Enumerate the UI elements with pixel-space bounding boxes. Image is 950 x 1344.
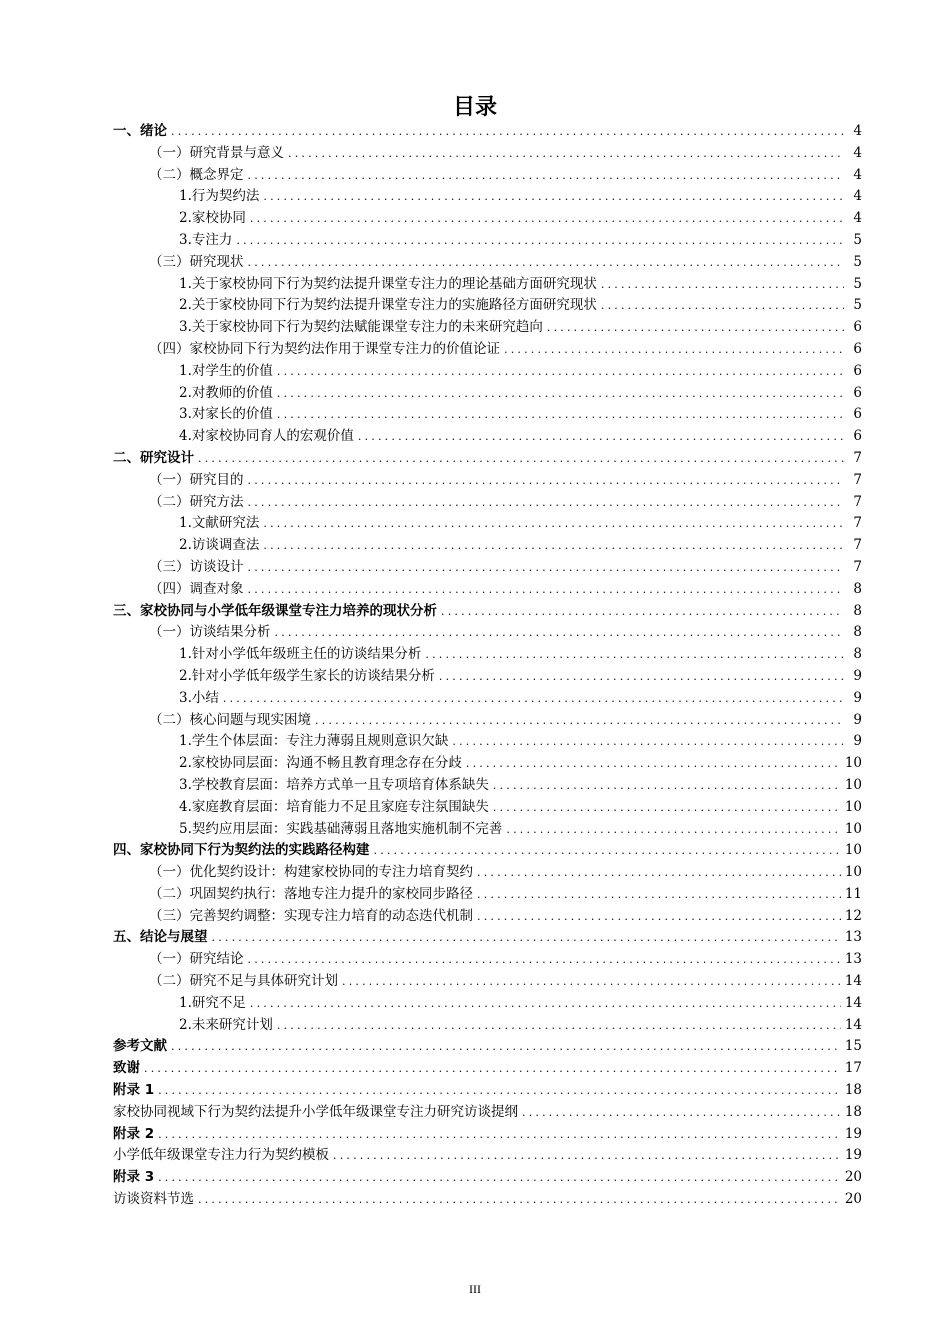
toc-entry-title: 1.研究不足 — [179, 994, 246, 1011]
toc-dot-leader — [277, 1015, 841, 1037]
toc-entry[interactable] — [113, 535, 862, 557]
toc-entry-title: （四）调查对象 — [149, 580, 244, 597]
toc-entry-page: 8 — [853, 624, 862, 641]
toc-dot-leader — [158, 1167, 841, 1189]
toc-entry-title: 3.关于家校协同下行为契约法赋能课堂专注力的未来研究趋向 — [179, 319, 543, 336]
toc-entry-title: 4.对家校协同育人的宏观价值 — [179, 428, 354, 445]
toc-entry-title: 附录 3 — [113, 1169, 155, 1186]
toc-entry-page: 19 — [844, 1125, 862, 1142]
toc-dot-leader — [171, 1036, 841, 1058]
toc-entry[interactable] — [113, 470, 862, 492]
toc-entry[interactable] — [113, 252, 862, 274]
toc-entry-page: 5 — [853, 297, 862, 314]
toc-entry[interactable] — [113, 165, 862, 187]
toc-entry-title: 2.针对小学低年级学生家长的访谈结果分析 — [179, 667, 435, 684]
toc-entry[interactable] — [113, 819, 862, 841]
toc-entry-page: 20 — [844, 1191, 862, 1208]
toc-dot-leader — [158, 1080, 841, 1102]
toc-entry-page: 7 — [853, 558, 862, 575]
toc-entry-page: 19 — [844, 1147, 862, 1164]
toc-dot-leader — [277, 404, 844, 426]
toc-entry-page: 10 — [844, 755, 862, 772]
toc-entry[interactable] — [113, 884, 862, 906]
toc-entry-page: 4 — [853, 123, 862, 139]
toc-entry-page: 18 — [844, 1103, 862, 1120]
toc-entry[interactable] — [113, 1124, 862, 1146]
toc-entry-page: 8 — [853, 602, 862, 619]
toc-entry[interactable] — [113, 906, 862, 928]
toc-dot-leader — [263, 513, 844, 535]
toc-entry[interactable] — [113, 993, 862, 1015]
toc-entry-page: 7 — [853, 493, 862, 510]
toc-entry[interactable] — [113, 317, 862, 339]
toc-entry[interactable] — [113, 1167, 862, 1189]
toc-entry-title: （一）研究背景与意义 — [149, 144, 284, 161]
toc-dot-leader — [493, 775, 841, 797]
toc-dot-leader — [248, 165, 845, 187]
toc-entry-title: （二）研究不足与具体研究计划 — [149, 973, 338, 990]
toc-dot-leader — [248, 579, 845, 601]
toc-entry-page: 14 — [844, 1016, 862, 1033]
toc-dot-leader — [248, 557, 845, 579]
toc-entry[interactable] — [113, 404, 862, 426]
toc-entry-title: 3.专注力 — [179, 231, 233, 248]
toc-dot-leader — [248, 492, 845, 514]
toc-entry-title: 1.文献研究法 — [179, 515, 260, 532]
toc-entry[interactable] — [113, 274, 862, 296]
toc-entry[interactable] — [113, 230, 862, 252]
toc-entry[interactable] — [113, 1145, 862, 1167]
toc-entry-title: （四）家校协同下行为契约法作用于课堂专注力的价值论证 — [149, 340, 500, 357]
toc-entry-title: （三）完善契约调整：实现专注力培育的动态迭代机制 — [149, 907, 473, 924]
toc-entry-title: 附录 1 — [113, 1082, 155, 1099]
toc-entry[interactable] — [113, 840, 862, 862]
toc-entry-title: 访谈资料节选 — [113, 1191, 194, 1208]
toc-entry-title: 1.关于家校协同下行为契约法提升课堂专注力的理论基础方面研究现状 — [179, 275, 597, 292]
toc-entry-title: 一、绪论 — [113, 123, 167, 139]
toc-entry[interactable] — [113, 1080, 862, 1102]
toc-dot-leader — [277, 361, 844, 383]
toc-dot-leader — [477, 862, 841, 884]
toc-entry[interactable] — [113, 622, 862, 644]
toc-dot-leader — [506, 819, 840, 841]
toc-entry-page: 13 — [844, 929, 862, 946]
toc-dot-leader — [198, 1189, 841, 1211]
toc-entry[interactable] — [113, 143, 862, 165]
toc-entry[interactable] — [113, 1189, 862, 1211]
toc-entry-title: 1.学生个体层面：专注力薄弱且规则意识欠缺 — [179, 733, 449, 750]
toc-entry-page: 6 — [853, 362, 862, 379]
toc-entry-title: 1.对学生的价值 — [179, 362, 273, 379]
toc-entry[interactable] — [113, 1058, 862, 1080]
toc-entry-title: 4.家庭教育层面：培育能力不足且家庭专注氛围缺失 — [179, 798, 489, 815]
toc-entry-title: （三）研究现状 — [149, 253, 244, 270]
toc-dot-leader — [425, 644, 844, 666]
toc-entry-page: 6 — [853, 428, 862, 445]
toc-entry-page: 10 — [844, 798, 862, 815]
toc-entry[interactable] — [113, 579, 862, 601]
toc-entry-page: 10 — [844, 842, 862, 859]
toc-entry-page: 10 — [844, 776, 862, 793]
toc-entry-title: 三、家校协同与小学低年级课堂专注力培养的现状分析 — [113, 602, 437, 619]
toc-entry-page: 5 — [853, 231, 862, 248]
toc-entry-page: 8 — [853, 646, 862, 663]
toc-entry-title: （二）核心问题与现实困境 — [149, 711, 311, 728]
toc-entry-page: 6 — [853, 340, 862, 357]
toc-dot-leader — [477, 884, 841, 906]
toc-entry-page: 5 — [853, 253, 862, 270]
toc-dot-leader — [466, 753, 841, 775]
toc-entry-page: 7 — [853, 537, 862, 554]
toc-entry-page: 7 — [853, 449, 862, 466]
toc-entry-title: 小学低年级课堂专注力行为契约模板 — [113, 1147, 329, 1164]
toc-entry[interactable] — [113, 448, 862, 470]
toc-dot-leader — [263, 186, 844, 208]
toc-entry-page: 12 — [844, 907, 862, 924]
toc-dot-leader — [263, 535, 844, 557]
toc-entry-page: 10 — [844, 820, 862, 837]
toc-entry-page: 17 — [844, 1060, 862, 1077]
toc-entry-page: 6 — [853, 406, 862, 423]
toc-entry-page: 4 — [853, 188, 862, 205]
toc-entry[interactable] — [113, 927, 862, 949]
toc-entry-page: 9 — [853, 733, 862, 750]
toc-dot-leader — [333, 1145, 841, 1167]
toc-dot-leader — [275, 622, 845, 644]
page-number-footer: III — [469, 1282, 481, 1296]
toc-dot-leader — [601, 295, 844, 317]
toc-entry-title: （二）概念界定 — [149, 166, 244, 183]
toc-entry-page: 9 — [853, 689, 862, 706]
toc-entry[interactable] — [113, 208, 862, 230]
toc-entry-title: 2.家校协同层面：沟通不畅且教育理念存在分歧 — [179, 755, 462, 772]
toc-dot-leader — [171, 121, 844, 143]
toc-dot-leader — [315, 710, 844, 732]
toc-dot-leader — [250, 208, 844, 230]
toc-dot-leader — [601, 274, 844, 296]
toc-entry[interactable] — [113, 1036, 862, 1058]
toc-entry[interactable] — [113, 513, 862, 535]
toc-entry-page: 4 — [853, 210, 862, 227]
toc-dot-leader — [144, 1058, 841, 1080]
toc-entry[interactable] — [113, 186, 862, 208]
toc-entry-page: 5 — [853, 275, 862, 292]
toc-entry-title: 家校协同视域下行为契约法提升小学低年级课堂专注力研究访谈提纲 — [113, 1103, 518, 1120]
table-of-contents — [113, 121, 862, 1211]
toc-entry[interactable] — [113, 557, 862, 579]
toc-entry-title: 2.对教师的价值 — [179, 384, 273, 401]
toc-entry-title: 5.契约应用层面：实践基础薄弱且落地实施机制不完善 — [179, 820, 503, 837]
toc-entry[interactable] — [113, 753, 862, 775]
toc-entry[interactable] — [113, 644, 862, 666]
toc-entry-title: 1.行为契约法 — [179, 188, 260, 205]
toc-dot-leader — [158, 1124, 841, 1146]
toc-entry[interactable] — [113, 862, 862, 884]
toc-dot-leader — [248, 470, 845, 492]
toc-entry-title: 致谢 — [113, 1060, 140, 1077]
toc-entry-title: 二、研究设计 — [113, 449, 194, 466]
toc-dot-leader — [212, 927, 841, 949]
toc-dot-leader — [493, 797, 841, 819]
toc-entry-title: 3.小结 — [179, 689, 219, 706]
toc-dot-leader — [452, 731, 844, 753]
toc-entry-page: 6 — [853, 319, 862, 336]
toc-entry[interactable] — [113, 601, 862, 623]
toc-entry-title: 2.访谈调查法 — [179, 537, 260, 554]
toc-entry-title: 2.关于家校协同下行为契约法提升课堂专注力的实施路径方面研究现状 — [179, 297, 597, 314]
toc-entry-page: 10 — [844, 864, 862, 881]
toc-entry[interactable] — [113, 383, 862, 405]
toc-entry-title: 附录 2 — [113, 1125, 155, 1142]
toc-entry-page: 4 — [853, 144, 862, 161]
toc-dot-leader — [441, 601, 844, 623]
toc-entry-page: 4 — [853, 166, 862, 183]
toc-dot-leader — [522, 1102, 841, 1124]
toc-entry-title: （一）研究目的 — [149, 471, 244, 488]
toc-entry-title: 1.针对小学低年级班主任的访谈结果分析 — [179, 646, 422, 663]
toc-entry-title: （二）研究方法 — [149, 493, 244, 510]
toc-entry-page: 9 — [853, 711, 862, 728]
toc-entry-title: 参考文献 — [113, 1038, 167, 1055]
toc-entry[interactable] — [113, 1015, 862, 1037]
toc-entry[interactable] — [113, 295, 862, 317]
toc-entry-page: 11 — [844, 885, 862, 902]
toc-dot-leader — [547, 317, 844, 339]
toc-entry[interactable] — [113, 426, 862, 448]
toc-dot-leader — [358, 426, 844, 448]
toc-dot-leader — [277, 383, 844, 405]
toc-entry-title: （二）巩固契约执行：落地专注力提升的家校同步路径 — [149, 885, 473, 902]
toc-entry-title: （一）优化契约设计：构建家校协同的专注力培育契约 — [149, 864, 473, 881]
toc-entry[interactable] — [113, 121, 862, 143]
toc-entry[interactable] — [113, 731, 862, 753]
toc-dot-leader — [250, 993, 841, 1015]
toc-entry[interactable] — [113, 1102, 862, 1124]
toc-entry-title: 3.学校教育层面：培养方式单一且专项培育体系缺失 — [179, 776, 489, 793]
toc-entry-page: 8 — [853, 580, 862, 597]
toc-dot-leader — [198, 448, 844, 470]
toc-entry-title: （一）研究结论 — [149, 951, 244, 968]
toc-entry-page: 15 — [844, 1038, 862, 1055]
toc-entry-page: 13 — [844, 951, 862, 968]
toc-entry-page: 20 — [844, 1169, 862, 1186]
toc-dot-leader — [477, 906, 841, 928]
page-title: 目录 — [452, 95, 497, 120]
toc-dot-leader — [504, 339, 844, 361]
toc-entry[interactable] — [113, 361, 862, 383]
toc-dot-leader — [439, 666, 844, 688]
toc-entry-page: 14 — [844, 994, 862, 1011]
toc-dot-leader — [248, 252, 845, 274]
toc-dot-leader — [342, 971, 841, 993]
toc-dot-leader — [374, 840, 841, 862]
toc-entry-page: 14 — [844, 973, 862, 990]
toc-dot-leader — [248, 949, 841, 971]
toc-entry-page: 7 — [853, 471, 862, 488]
toc-entry-title: 四、家校协同下行为契约法的实践路径构建 — [113, 842, 370, 859]
toc-entry[interactable] — [113, 710, 862, 732]
toc-entry[interactable] — [113, 971, 862, 993]
toc-entry[interactable] — [113, 666, 862, 688]
toc-entry[interactable] — [113, 797, 862, 819]
toc-entry[interactable] — [113, 775, 862, 797]
toc-entry[interactable] — [113, 492, 862, 514]
toc-dot-leader — [236, 230, 844, 252]
toc-entry[interactable] — [113, 688, 862, 710]
toc-entry-title: 3.对家长的价值 — [179, 406, 273, 423]
toc-dot-leader — [288, 143, 844, 165]
toc-entry-title: 五、结论与展望 — [113, 929, 208, 946]
toc-entry-title: 2.家校协同 — [179, 210, 246, 227]
toc-entry[interactable] — [113, 949, 862, 971]
toc-entry-title: （一）访谈结果分析 — [149, 624, 271, 641]
toc-entry-page: 6 — [853, 384, 862, 401]
toc-entry-title: 2.未来研究计划 — [179, 1016, 273, 1033]
toc-entry[interactable] — [113, 339, 862, 361]
toc-entry-page: 7 — [853, 515, 862, 532]
toc-entry-title: （三）访谈设计 — [149, 558, 244, 575]
toc-entry-page: 9 — [853, 667, 862, 684]
toc-entry-page: 18 — [844, 1082, 862, 1099]
toc-dot-leader — [223, 688, 844, 710]
